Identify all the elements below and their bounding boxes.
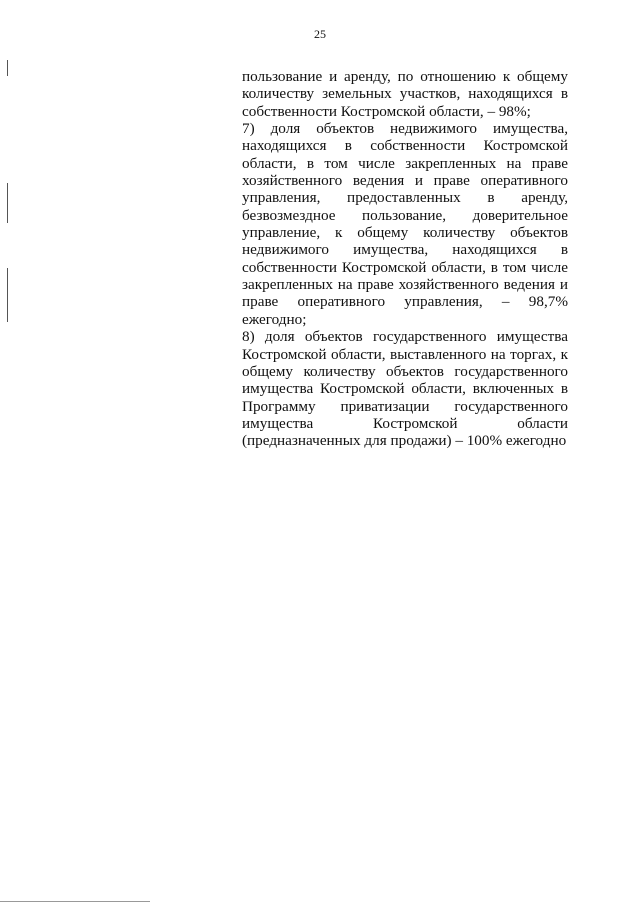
text-line: собственности Костромской области, в том числе [242,258,568,276]
text-line: собственности Костромской области, – 98%; [242,102,531,120]
paragraph-continuation [242,68,568,120]
text-line: безвозмездное пользование, доверительное [242,206,568,224]
paragraph-item-7 [242,120,568,328]
text-line: хозяйственного ведения и праве оперативного [242,172,568,190]
bottom-rule [0,901,150,902]
text-line: области, в том числе закрепленных на праве [242,154,568,172]
text-line: 8) доля объектов государственного имущества [242,328,568,346]
margin-mark [7,268,8,322]
text-line: количеству земельных участков, находящихся в [242,85,568,103]
text-line: общему количеству объектов государственного [242,362,568,380]
text-line: находящихся в собственности Костромской [242,137,568,155]
text-line: имущества Костромской области, включенных в [242,380,568,398]
text-line: пользование и аренду, по отношению к общему [242,68,568,85]
margin-mark [7,60,8,76]
text-line: Костромской области, выставленного на торгах, к [242,345,568,363]
text-line: ежегодно; [242,310,307,328]
text-line: имущества Костромской области [242,414,568,432]
text-line: Программу приватизации государственного [242,397,568,415]
document-body [242,68,568,450]
margin-mark [7,183,8,223]
text-line: недвижимого имущества, находящихся в [242,241,568,259]
text-line: управления, предоставленных в аренду, [242,189,568,207]
text-line: 7) доля объектов недвижимого имущества, [242,120,568,138]
page-number: 25 [314,27,326,41]
text-line: (предназначенных для продажи) – 100% ежегодно [242,432,567,450]
text-line: управление, к общему количеству объектов [242,224,568,242]
paragraph-item-8 [242,328,568,449]
text-line: закрепленных на праве хозяйственного ведения и [242,276,568,294]
text-line: праве оперативного управления, – 98,7% [242,293,568,311]
